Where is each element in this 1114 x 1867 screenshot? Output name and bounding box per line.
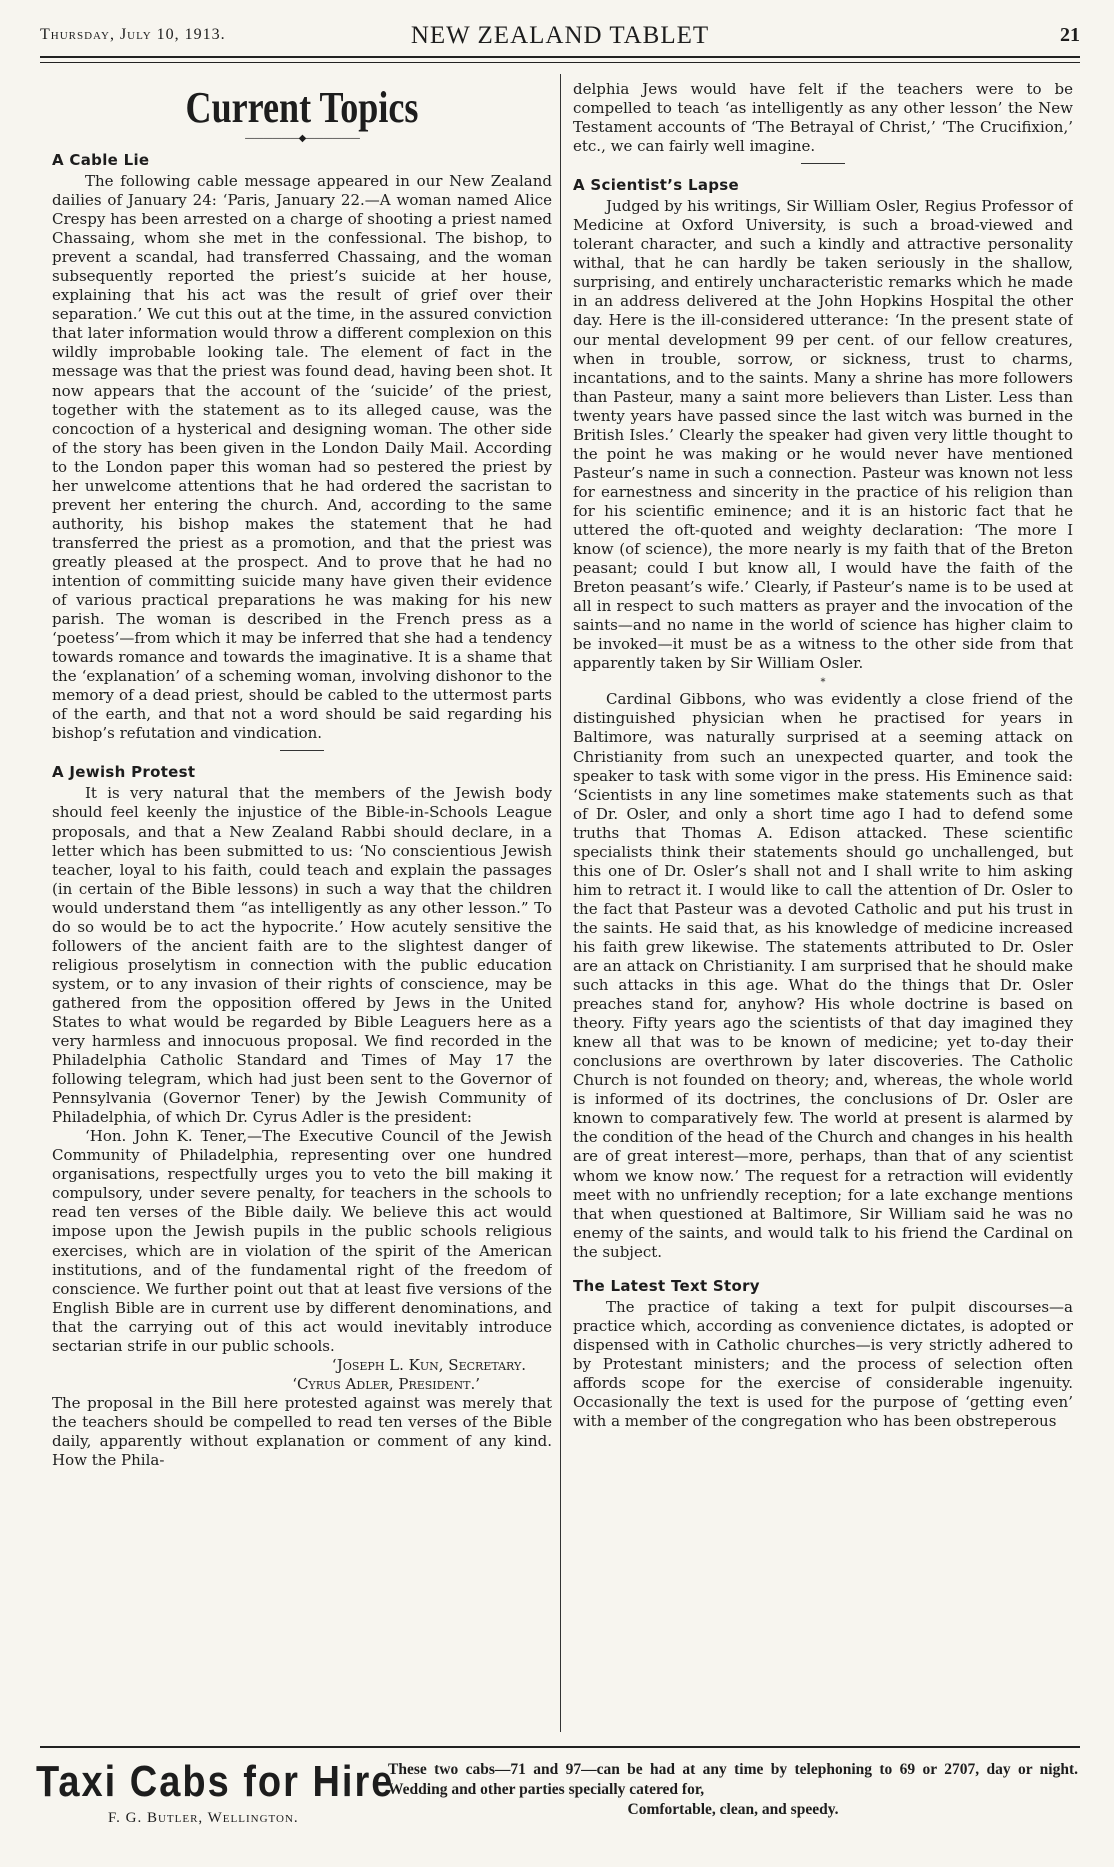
advert-line-3: Comfortable, clean, and speedy. [627,1801,839,1818]
article-separator [280,750,324,751]
article-body-jewish-protest-cont: The proposal in the Bill here protested against was merely that the teachers should be compelled to read ten verses of the Bible daily, apparently without explanation or comment of any kind. How the Phila- [52,1393,552,1470]
article-continuation: delphia Jews would have felt if the teachers were to be compelled to teach ‘as intelligently as any other lesson’ the New Testament accounts of ‘The Betrayal of Christ,’ ‘The Crucifixion,’ etc., we can fairly well imagine. [573,80,1073,156]
article-title-jewish-protest: A Jewish Protest [52,763,196,782]
advert-text [388,1760,1078,1820]
right-column [573,80,1073,1740]
article-body-latest-text-story: The practice of taking a text for pulpit discourses—a practice which, according as convenience dictates, is adopted or dispensed with in Catholic churches—is very strictly adhered to by Protestant ministers; and the process of selection often affords scope for the exercise of considerable ingenuity. Occasionally the text is used for the purpose of ‘getting even’ with a member of the congregation who has been obstreperous [573,1297,1073,1431]
issue-date: Thursday, July 10, 1913. [40,26,226,43]
advert-line-1: These two cabs—71 and 97—can be had at any time by telephoning to 69 [388,1761,916,1778]
column-divider [560,74,561,1732]
newspaper-title: NEW ZEALAND TABLET [410,22,710,49]
advert-rule [40,1746,1080,1748]
taxi-advertisement [36,1758,1084,1838]
masthead-rule-thick [40,56,1080,58]
advert-line-2: or 2707, day or night. Wedding and other parties specially catered for, [388,1761,1079,1798]
article-body-cable-lie: The following cable message appeared in our New Zealand dailies of January 24: ‘Paris, January 22.—A woman named Alice Crespy has been arrested on a charge of shooting a priest named Chassaing, whom she met in the confessional. The bishop, to prevent a scandal, had transferred Chassaing, and the woman subsequently reported the priest’s suicide at her house, explaining that his act was the result of grief over their separation.’ We cut this out at the time, in the assured conviction that later information would throw a different complexion on this wildly improbable looking tale. The element of fact in the message was that the priest was found dead, having been shot. It now appears that the account of the ‘suicide’ of the priest, together with the statement as to its alleged cause, was the concoction of a hysterical and designing woman. The other side of the story has been given in the London Daily Mail. According to the London paper this woman had so pestered the priest by her unwelcome attentions that he had ordered the sacristan to prevent her entering the church. And, according to the same authority, his bishop makes the statement that he had transferred the priest as a promotion, and that the priest was greatly pleased at the prospect. And to prove that he had no intention of committing suicide many have given their evidence of various practical preparations he was making for his new parish. The woman is described in the French press as a ‘poetess’—from which it may be inferred that she had a tendency towards romance and towards the imaginative. It is a shame that the ‘explanation’ of a scheming woman, involving dishonor to the memory of a dead priest, should be cabled to the uttermost parts of the earth, and that not a word should be said regarding his bishop’s refutation and vindication. [52,172,552,743]
article-separator [801,163,845,164]
telegram-quote: ‘Hon. John K. Tener,—The Executive Council of the Jewish Community of Philadelphia, representing over one hundred organisations, respectfully urges you to veto the bill making it compulsory, under severe penalty, for teachers in the schools to read ten verses of the Bible daily. We believe this act would impose upon the Jewish pupils in the public schools religious exercises, which are in violation of the spirit of the American institutions, and of the fundamental right of the freedom of conscience. We further point out that at least five versions of the English Bible are in current use by different denominations, and that the carrying out of this act would inevitably introduce sectarian strife in our public schools. [52,1127,552,1355]
signature-secretary: ‘Joseph L. Kun, Secretary. [331,1355,526,1374]
page-number: 21 [1060,24,1080,46]
asterism: * [820,677,826,689]
left-column [52,80,552,1740]
signature-president: ‘Cyrus Adler, President.’ [292,1374,480,1393]
article-body-cardinal-gibbons: Cardinal Gibbons, who was evidently a close friend of the distinguished physician when he practised for years in Baltimore, was naturally surprised at a seeming attack on Christianity from such an unexpected quarter, and took the speaker to task with some vigor in the press. His Eminence said: ‘Scientists in any line sometimes make statements such as that of Dr. Osler, and only a short time ago I had to defend some truths that Thomas A. Edison attacked. These scientific specialists think their statements should go unchallenged, but this one of Dr. Osler’s shall not and I shall write to him asking him to retract it. I would like to call the attention of Dr. Osler to the fact that Pasteur was a devoted Catholic and put his trust in the saints. He said that, as his knowledge of medicine increased his faith grew likewise. The statements attributed to Dr. Osler are an attack on Christianity. I am surprised that he should make such attacks in this age. What do the things that Dr. Osler preaches stand for, anyhow? His whole doctrine is based on theory. Fifty years ago the scientists of that day imagined they knew all that was to be known of medicine; yet to-day their conclusions are overthrown by later discoveries. The Catholic Church is not founded on theory; and, whereas, the whole world is informed of its doctrines, the conclusions of Dr. Osler are known to comparatively few. The world at present is alarmed by the condition of the head of the Church and changes in his health are of great interest—more, perhaps, than that of any scientist whom we know now.’ The request for a retraction will evidently meet with no unfriendly reception; for a late exchange mentions that when questioned at Baltimore, Sir William said he was no enemy of the saints, and would talk to his friend the Cardinal on the subject. [573,690,1073,1261]
ornament-divider: ——————◆—————— [244,133,360,144]
advert-vendor: F. G. Butler, Wellington. [108,1810,299,1826]
section-title: Current Topics [185,83,419,132]
article-title-cable-lie: A Cable Lie [52,151,150,169]
masthead-rule-thin [40,62,1080,63]
article-body-scientists-lapse: Judged by his writings, Sir William Osler, Regius Professor of Medicine at Oxford University, is such a broad-viewed and tolerant character, and such a kindly and attractive personality withal, that he can hardly be taken seriously in the shallow, surprising, and entirely uncharacteristic remarks which he made in an address delivered at the John Hopkins Hospital the other day. Here is the ill-considered utterance: ‘In the present state of our mental development 99 per cent. of our fellow creatures, when in trouble, sorrow, or sickness, trust to charms, incantations, and to the saints. Many a shrine has more followers than Pasteur, many a saint more believers than Lister. Less than twenty years have passed since the last witch was burned in the British Isles.’ Clearly the speaker had given very little thought to the point he was making or he would never have mentioned Pasteur’s name in such a connection. Pasteur was known not less for earnestness and sincerity in the practice of his religion than for his scientific eminence; and it is an historic fact that he uttered the oft-quoted and weighty declaration: ‘The more I know (of science), the more nearly is my faith that of the Breton peasant; could I but know all, I would have the faith of the Breton peasant’s wife.’ Clearly, if Pasteur’s name is to be used at all in respect to such matters as prayer and the invocation of the saints—and no name in the world of science has higher claim to be invoked—it must be as a witness to the other side from that apparently taken by Sir William Osler. [573,197,1073,673]
article-body-jewish-protest: It is very natural that the members of the Jewish body should feel keenly the injustice of the Bible-in-Schools League proposals, and that a New Zealand Rabbi should declare, in a letter which has been submitted to us: ‘No conscientious Jewish teacher, loyal to his faith, could teach and explain the passages (in certain of the Bible lessons) in such a way that the children would understand them “as intelligently as any other lesson.” To do so would be to act the hypocrite.’ How acutely sensitive the followers of the ancient faith are to the slightest danger of religious proselytism in connection with the public education system, or to any invasion of their rights of conscience, may be gathered from the opposition offered by Jews in the United States to what would be regarded by Bible Leaguers here as a very harmless and innocuous proposal. We find recorded in the Philadelphia Catholic Standard and Times of May 17 the following telegram, which had just been sent to the Governor of Pennsylvania (Governor Tener) by the Jewish Community of Philadelphia, of which Dr. Cyrus Adler is the president: [52,784,552,1127]
article-title-scientists-lapse: A Scientist’s Lapse [573,176,739,195]
advert-headline: Taxi Cabs for Hire [36,1758,395,1807]
masthead [40,24,1080,54]
article-title-latest-text-story: The Latest Text Story [573,1276,760,1295]
